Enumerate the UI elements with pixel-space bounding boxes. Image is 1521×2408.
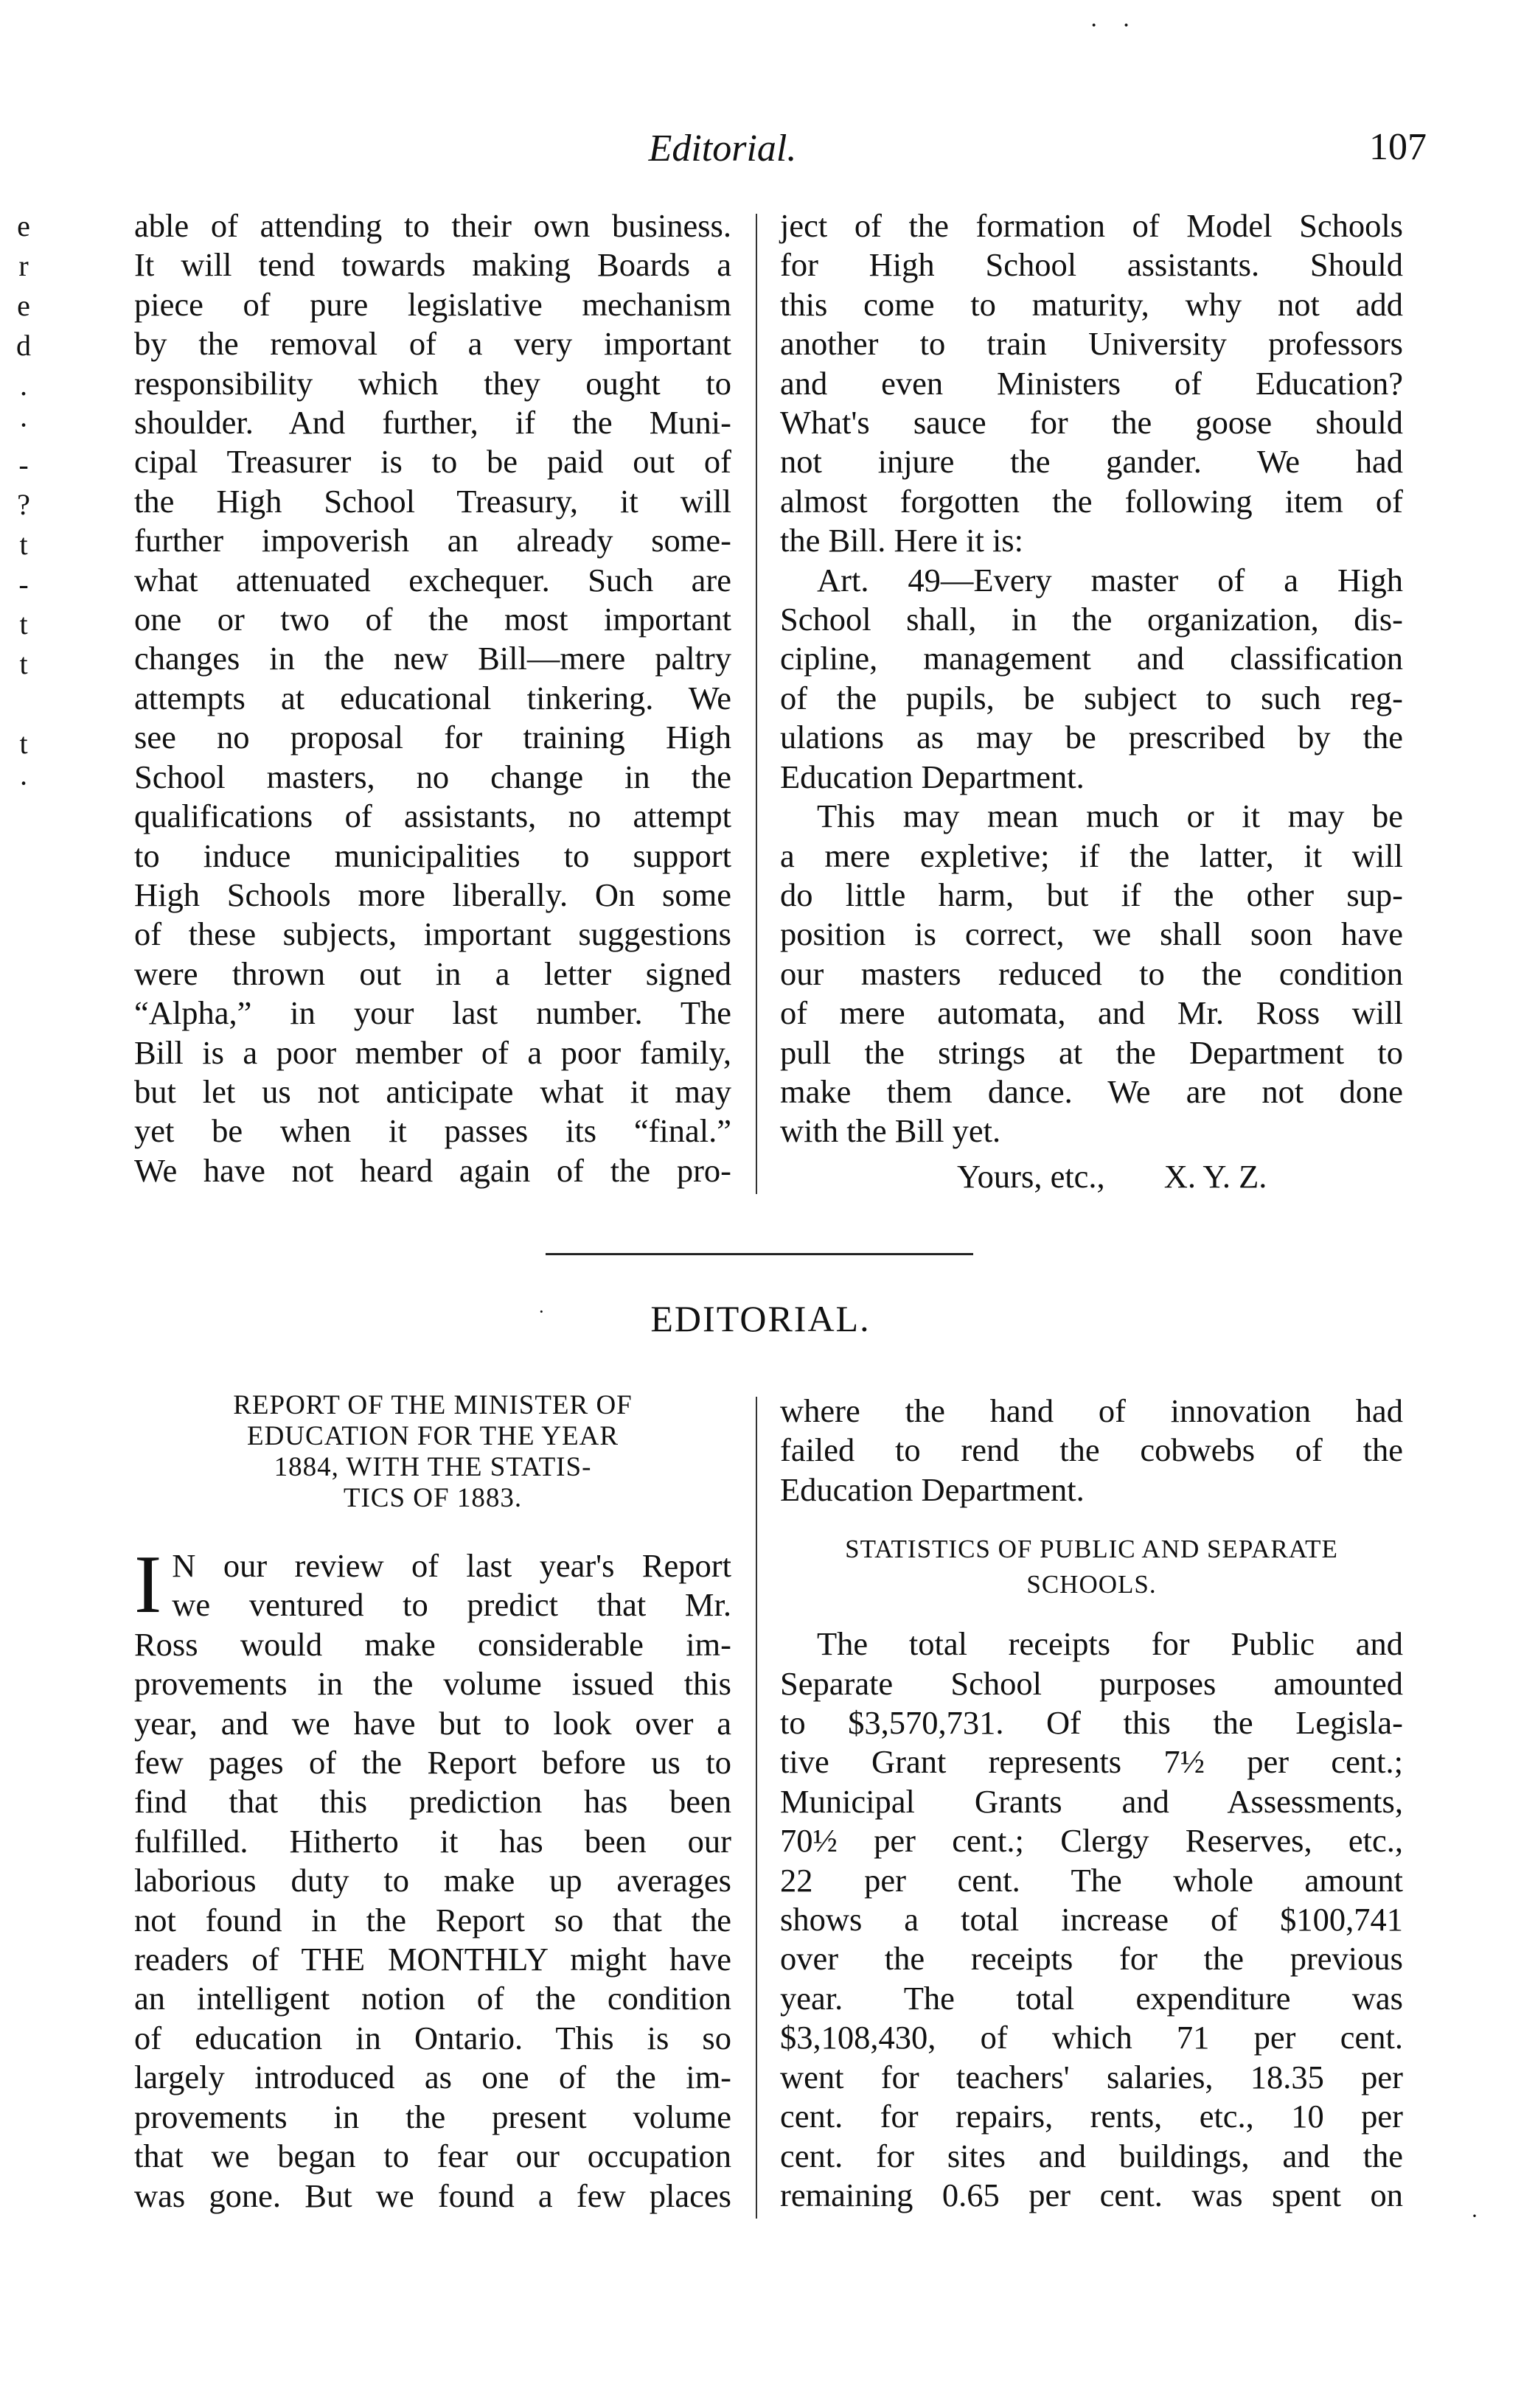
stray-dot: · bbox=[538, 1301, 545, 1322]
heading-line: REPORT OF THE MINISTER OF bbox=[233, 1390, 633, 1420]
text-line: by the removal of a very important bbox=[134, 325, 731, 363]
letter-left-column bbox=[134, 206, 731, 1190]
text-line: almost forgotten the following item of bbox=[780, 482, 1403, 520]
stats-heading-line: STATISTICS OF PUBLIC AND SEPARATE bbox=[845, 1535, 1338, 1564]
report-right-column bbox=[780, 1392, 1403, 2215]
margin-letter: - bbox=[18, 568, 29, 601]
stats-heading bbox=[780, 1532, 1403, 1602]
margin-letter: - bbox=[18, 448, 29, 481]
text-line: “Alpha,” in your last number. The bbox=[134, 994, 731, 1032]
text-line: What's sauce for the goose should bbox=[780, 404, 1403, 442]
text-line: one or two of the most important bbox=[134, 601, 731, 638]
text-line: High Schools more liberally. On some bbox=[134, 876, 731, 913]
text-line: an intelligent notion of the condition bbox=[134, 1980, 731, 2017]
text-line: was gone. But we found a few places bbox=[134, 2177, 731, 2214]
text-line: that we began to fear our occupation bbox=[134, 2137, 731, 2175]
margin-letter bbox=[9, 684, 38, 724]
text-line: ulations as may be prescribed by the bbox=[780, 719, 1403, 756]
running-title: Editorial. bbox=[648, 128, 797, 170]
text-line: 70½ per cent.; Clergy Reserves, etc., bbox=[780, 1822, 1403, 1860]
text-line: shoulder. And further, if the Muni- bbox=[134, 404, 731, 442]
text-line: of mere automata, and Mr. Ross will bbox=[780, 994, 1403, 1032]
text-line: see no proposal for training High bbox=[134, 719, 731, 756]
text-line: find that this prediction has been bbox=[134, 1783, 731, 1821]
section-title: EDITORIAL. bbox=[650, 1298, 871, 1339]
text-line: this come to maturity, why not add bbox=[780, 285, 1403, 323]
text-line: another to train University professors bbox=[780, 325, 1403, 363]
text-line: do little harm, but if the other sup- bbox=[780, 876, 1403, 913]
text-line: provements in the volume issued this bbox=[134, 1665, 731, 1703]
text-line: School masters, no change in the bbox=[134, 758, 731, 795]
letter-right-column bbox=[780, 206, 1403, 1196]
text-line: were thrown out in a letter signed bbox=[134, 955, 731, 992]
page-number: 107 bbox=[1369, 126, 1427, 168]
text-line: This may mean much or it may be bbox=[817, 798, 1403, 835]
margin-letter: . bbox=[20, 369, 27, 402]
text-line: year, and we have but to look over a bbox=[134, 1704, 731, 1742]
margin-letter: t bbox=[19, 528, 28, 561]
text-line: remaining 0.65 per cent. was spent on bbox=[780, 2176, 1403, 2213]
margin-letter: e bbox=[17, 289, 30, 322]
text-line: Art. 49—Every master of a High bbox=[817, 561, 1403, 598]
margin-letter: d bbox=[16, 329, 31, 362]
text-line: to induce municipalities to support bbox=[134, 837, 731, 874]
text-line: qualifications of assistants, no attempt bbox=[134, 798, 731, 835]
text-line: where the hand of innovation had bbox=[780, 1392, 1403, 1429]
letter-signature bbox=[780, 1157, 1403, 1196]
text-line: for High School assistants. Should bbox=[780, 246, 1403, 284]
text-line: School shall, in the organization, dis- bbox=[780, 601, 1403, 638]
letter-article-quote bbox=[780, 561, 1403, 797]
margin-letter: · bbox=[18, 408, 29, 442]
text-line: not injure the gander. We had bbox=[780, 443, 1403, 481]
stray-dot: · bbox=[1471, 2204, 1478, 2228]
heading-line: EDUCATION FOR THE YEAR bbox=[246, 1421, 619, 1451]
report-left-column bbox=[134, 1539, 731, 2216]
text-line: Municipal Grants and Assessments, bbox=[780, 1782, 1403, 1820]
text-line: position is correct, we shall soon have bbox=[780, 915, 1403, 953]
text-line: of these subjects, important suggestions bbox=[134, 915, 731, 953]
heading-line: 1884, WITH THE STATIS- bbox=[274, 1452, 592, 1482]
section-divider bbox=[546, 1253, 973, 1255]
text-line: and even Ministers of Education? bbox=[780, 364, 1403, 402]
column-divider bbox=[756, 1397, 757, 2219]
margin-letters bbox=[9, 206, 38, 803]
letter-paragraph bbox=[780, 797, 1403, 1151]
text-line: largely introduced as one of the im- bbox=[134, 2059, 731, 2096]
text-line: cent. for repairs, rents, etc., 10 per bbox=[780, 2098, 1403, 2135]
text-line: pull the strings at the Department to bbox=[780, 1033, 1403, 1071]
text-line: a mere expletive; if the latter, it will bbox=[780, 837, 1403, 874]
text-line: able of attending to their own business. bbox=[134, 207, 731, 244]
margin-letter: t bbox=[19, 727, 28, 760]
text-line: cent. for sites and buildings, and the bbox=[780, 2137, 1403, 2174]
text-line: year. The total expenditure was bbox=[780, 1979, 1403, 2017]
text-line: our masters reduced to the condition bbox=[780, 955, 1403, 992]
text-line: make them dance. We are not done bbox=[780, 1072, 1403, 1110]
text-line: few pages of the Report before us to bbox=[134, 1744, 731, 1781]
text-line: failed to rend the cobwebs of the bbox=[780, 1431, 1403, 1469]
text-line: laborious duty to make up averages bbox=[134, 1862, 731, 1899]
text-line: we ventured to predict that Mr. bbox=[172, 1586, 731, 1624]
signature-name: X. Y. Z. bbox=[1163, 1157, 1267, 1195]
margin-letter: · bbox=[18, 767, 29, 800]
text-line: of the pupils, be subject to such reg- bbox=[780, 679, 1403, 716]
text-line: yet be when it passes its “final.” bbox=[134, 1112, 731, 1150]
text-line: tive Grant represents 7½ per cent.; bbox=[780, 1743, 1403, 1781]
text-line: $3,108,430, of which 71 per cent. bbox=[780, 2019, 1403, 2056]
text-line: the Bill. Here it is: bbox=[780, 522, 1023, 559]
text-line: cipal Treasurer is to be paid out of bbox=[134, 443, 731, 481]
text-line: further impoverish an already some- bbox=[134, 522, 731, 559]
margin-letter: r bbox=[18, 249, 29, 282]
text-line: to $3,570,731. Of this the Legisla- bbox=[780, 1704, 1403, 1742]
text-line: over the receipts for the previous bbox=[780, 1940, 1403, 1978]
text-line: 22 per cent. The whole amount bbox=[780, 1861, 1403, 1899]
stats-heading-line: SCHOOLS. bbox=[1026, 1570, 1157, 1599]
text-line: Education Department. bbox=[780, 1470, 1085, 1508]
margin-letter: ? bbox=[17, 488, 30, 521]
text-line: not found in the Report so that the bbox=[134, 1901, 731, 1938]
margin-letter: e bbox=[17, 209, 30, 242]
text-line: cipline, management and classification bbox=[780, 640, 1403, 677]
report-paragraph bbox=[134, 1539, 731, 2216]
text-line: changes in the new Bill—mere paltry bbox=[134, 640, 731, 677]
text-line: Separate School purposes amounted bbox=[780, 1664, 1403, 1702]
letter-paragraph bbox=[780, 206, 1403, 561]
report-heading bbox=[134, 1390, 731, 1514]
text-line: what attenuated exchequer. Such are bbox=[134, 561, 731, 598]
column-divider bbox=[756, 214, 757, 1194]
text-line: fulfilled. Hitherto it has been our bbox=[134, 1822, 731, 1860]
heading-line: TICS OF 1883. bbox=[343, 1483, 523, 1513]
text-line: shows a total increase of $100,741 bbox=[780, 1901, 1403, 1938]
text-line: responsibility which they ought to bbox=[134, 364, 731, 402]
closing-text: Yours, etc., bbox=[957, 1157, 1105, 1195]
text-line: but let us not anticipate what it may bbox=[134, 1072, 731, 1110]
text-line: piece of pure legislative mechanism bbox=[134, 285, 731, 323]
drop-cap: I bbox=[134, 1539, 162, 1630]
text-line: of education in Ontario. This is so bbox=[134, 2019, 731, 2056]
text-line: We have not heard again of the pro- bbox=[134, 1151, 731, 1189]
margin-letter: t bbox=[19, 607, 28, 641]
text-line: It will tend towards making Boards a bbox=[134, 246, 731, 284]
text-line: attempts at educational tinkering. We bbox=[134, 679, 731, 716]
margin-letter: t bbox=[19, 647, 28, 680]
text-line: N our review of last year's Report bbox=[172, 1547, 731, 1584]
text-line: Bill is a poor member of a poor family, bbox=[134, 1033, 731, 1071]
text-line: Education Department. bbox=[780, 758, 1085, 795]
text-line: went for teachers' salaries, 18.35 per bbox=[780, 2058, 1403, 2095]
text-line: readers of THE MONTHLY might have bbox=[134, 1941, 731, 1978]
text-line: the High School Treasury, it will bbox=[134, 482, 731, 520]
page-specks: · · bbox=[1090, 12, 1140, 39]
stats-paragraph bbox=[780, 1624, 1403, 2215]
text-line: ject of the formation of Model Schools bbox=[780, 207, 1403, 244]
text-line: provements in the present volume bbox=[134, 2098, 731, 2135]
text-line: Ross would make considerable im- bbox=[134, 1625, 731, 1663]
text-line: with the Bill yet. bbox=[780, 1112, 1001, 1150]
text-line: The total receipts for Public and bbox=[817, 1625, 1403, 1663]
report-paragraph bbox=[780, 1392, 1403, 1510]
